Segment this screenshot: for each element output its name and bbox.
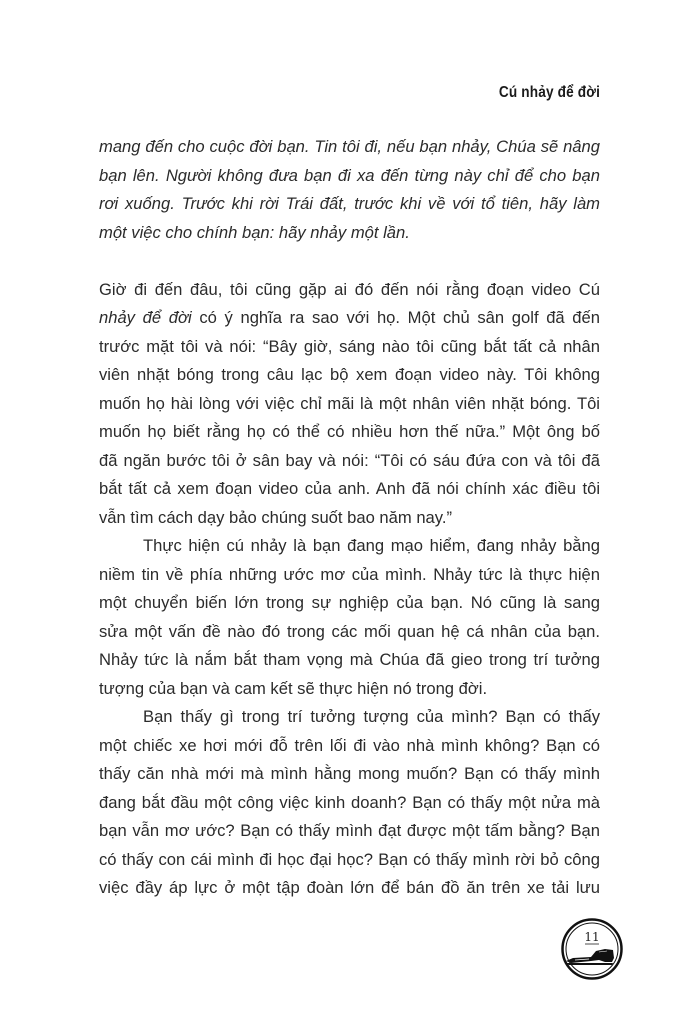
italic-passage (99, 133, 600, 247)
text-line: một việc cho chính bạn: hãy nhảy một lần. (99, 222, 410, 242)
shoe-icon (561, 918, 623, 980)
text-line: niềm tin về phía những ước mơ của mình. Nhảy tức là thực hiện (99, 564, 600, 584)
page-body (99, 133, 600, 903)
paragraph-2 (99, 532, 600, 703)
text-line: một chuyển biến lớn trong sự nghiệp của bạn. Nó cũng là sang (99, 593, 600, 612)
text-line: vẫn tìm cách dạy bảo chúng suốt bao năm nay.” (99, 507, 452, 527)
text-line: rơi xuống. Trước khi rời Trái đất, trước khi về với tổ tiên, hãy làm (99, 194, 600, 213)
text-line: bắt tất cả xem đoạn video của anh. Anh đã nói chính xác điều tôi (99, 479, 600, 498)
running-title: Cú nhảy để đời (498, 84, 600, 101)
text-line (99, 304, 600, 333)
paragraph-1 (99, 276, 600, 533)
text-segment: có ý nghĩa ra sao với họ. Một chủ sân golf đã đến (191, 308, 600, 327)
text-line: mang đến cho cuộc đời bạn. Tin tôi đi, nếu bạn nhảy, Chúa sẽ nâng (99, 137, 600, 156)
text-line: đang bắt đầu một công việc kinh doanh? Bạn có thấy một nửa mà (99, 792, 600, 812)
text-line: muốn họ biết rằng họ có thể có nhiều hơn thế nữa.” Một ông bố (99, 422, 600, 441)
text-line: trước mặt tôi và nói: “Bây giờ, sáng nào tôi cũng bắt tất cả nhân (99, 336, 600, 356)
text-line: sửa một vấn đề nào đó trong các mối quan hệ cá nhân của bạn. (99, 621, 600, 641)
text-line: thấy căn nhà mới mà mình hằng mong muốn? Bạn có thấy mình (99, 764, 600, 783)
page-number-badge (561, 918, 623, 980)
text-line: đã ngăn bước tôi ở sân bay và nói: “Tôi có sáu đứa con và tôi đã (99, 450, 600, 470)
text-line: có thấy con cái mình đi học đại học? Bạn có thấy mình rời bỏ công (99, 849, 600, 869)
text-line: Giờ đi đến đâu, tôi cũng gặp ai đó đến nói rằng đoạn video Cú (99, 279, 600, 299)
paragraph-3 (99, 703, 600, 903)
text-line: một chiếc xe hơi mới đỗ trên lối đi vào nhà mình không? Bạn có (99, 735, 600, 755)
book-title-italic: nhảy để đời (99, 308, 192, 327)
text-line: bạn vẫn mơ ước? Bạn có thấy mình đạt được một tấm bằng? Bạn (99, 821, 600, 840)
text-line: bạn lên. Người không đưa bạn đi xa đến từng này chỉ để cho bạn (99, 165, 600, 185)
text-line: Bạn thấy gì trong trí tưởng tượng của mình? Bạn có thấy (143, 707, 600, 726)
text-line: việc đầy áp lực ở một tập đoàn lớn để bán đồ ăn trên xe tải lưu (99, 878, 600, 897)
text-line: tượng của bạn và cam kết sẽ thực hiện nó trong đời. (99, 678, 488, 698)
text-line: Thực hiện cú nhảy là bạn đang mạo hiểm, đang nhảy bằng (143, 536, 600, 555)
text-line: Nhảy tức là nắm bắt tham vọng mà Chúa đã gieo trong trí tưởng (99, 650, 600, 669)
page-number: 11 (584, 930, 600, 944)
text-line: viên nhặt bóng trong câu lạc bộ xem đoạn video này. Tôi không (99, 365, 600, 384)
text-line: muốn họ hài lòng với việc chỉ mãi là một nhân viên nhặt bóng. Tôi (99, 393, 600, 413)
